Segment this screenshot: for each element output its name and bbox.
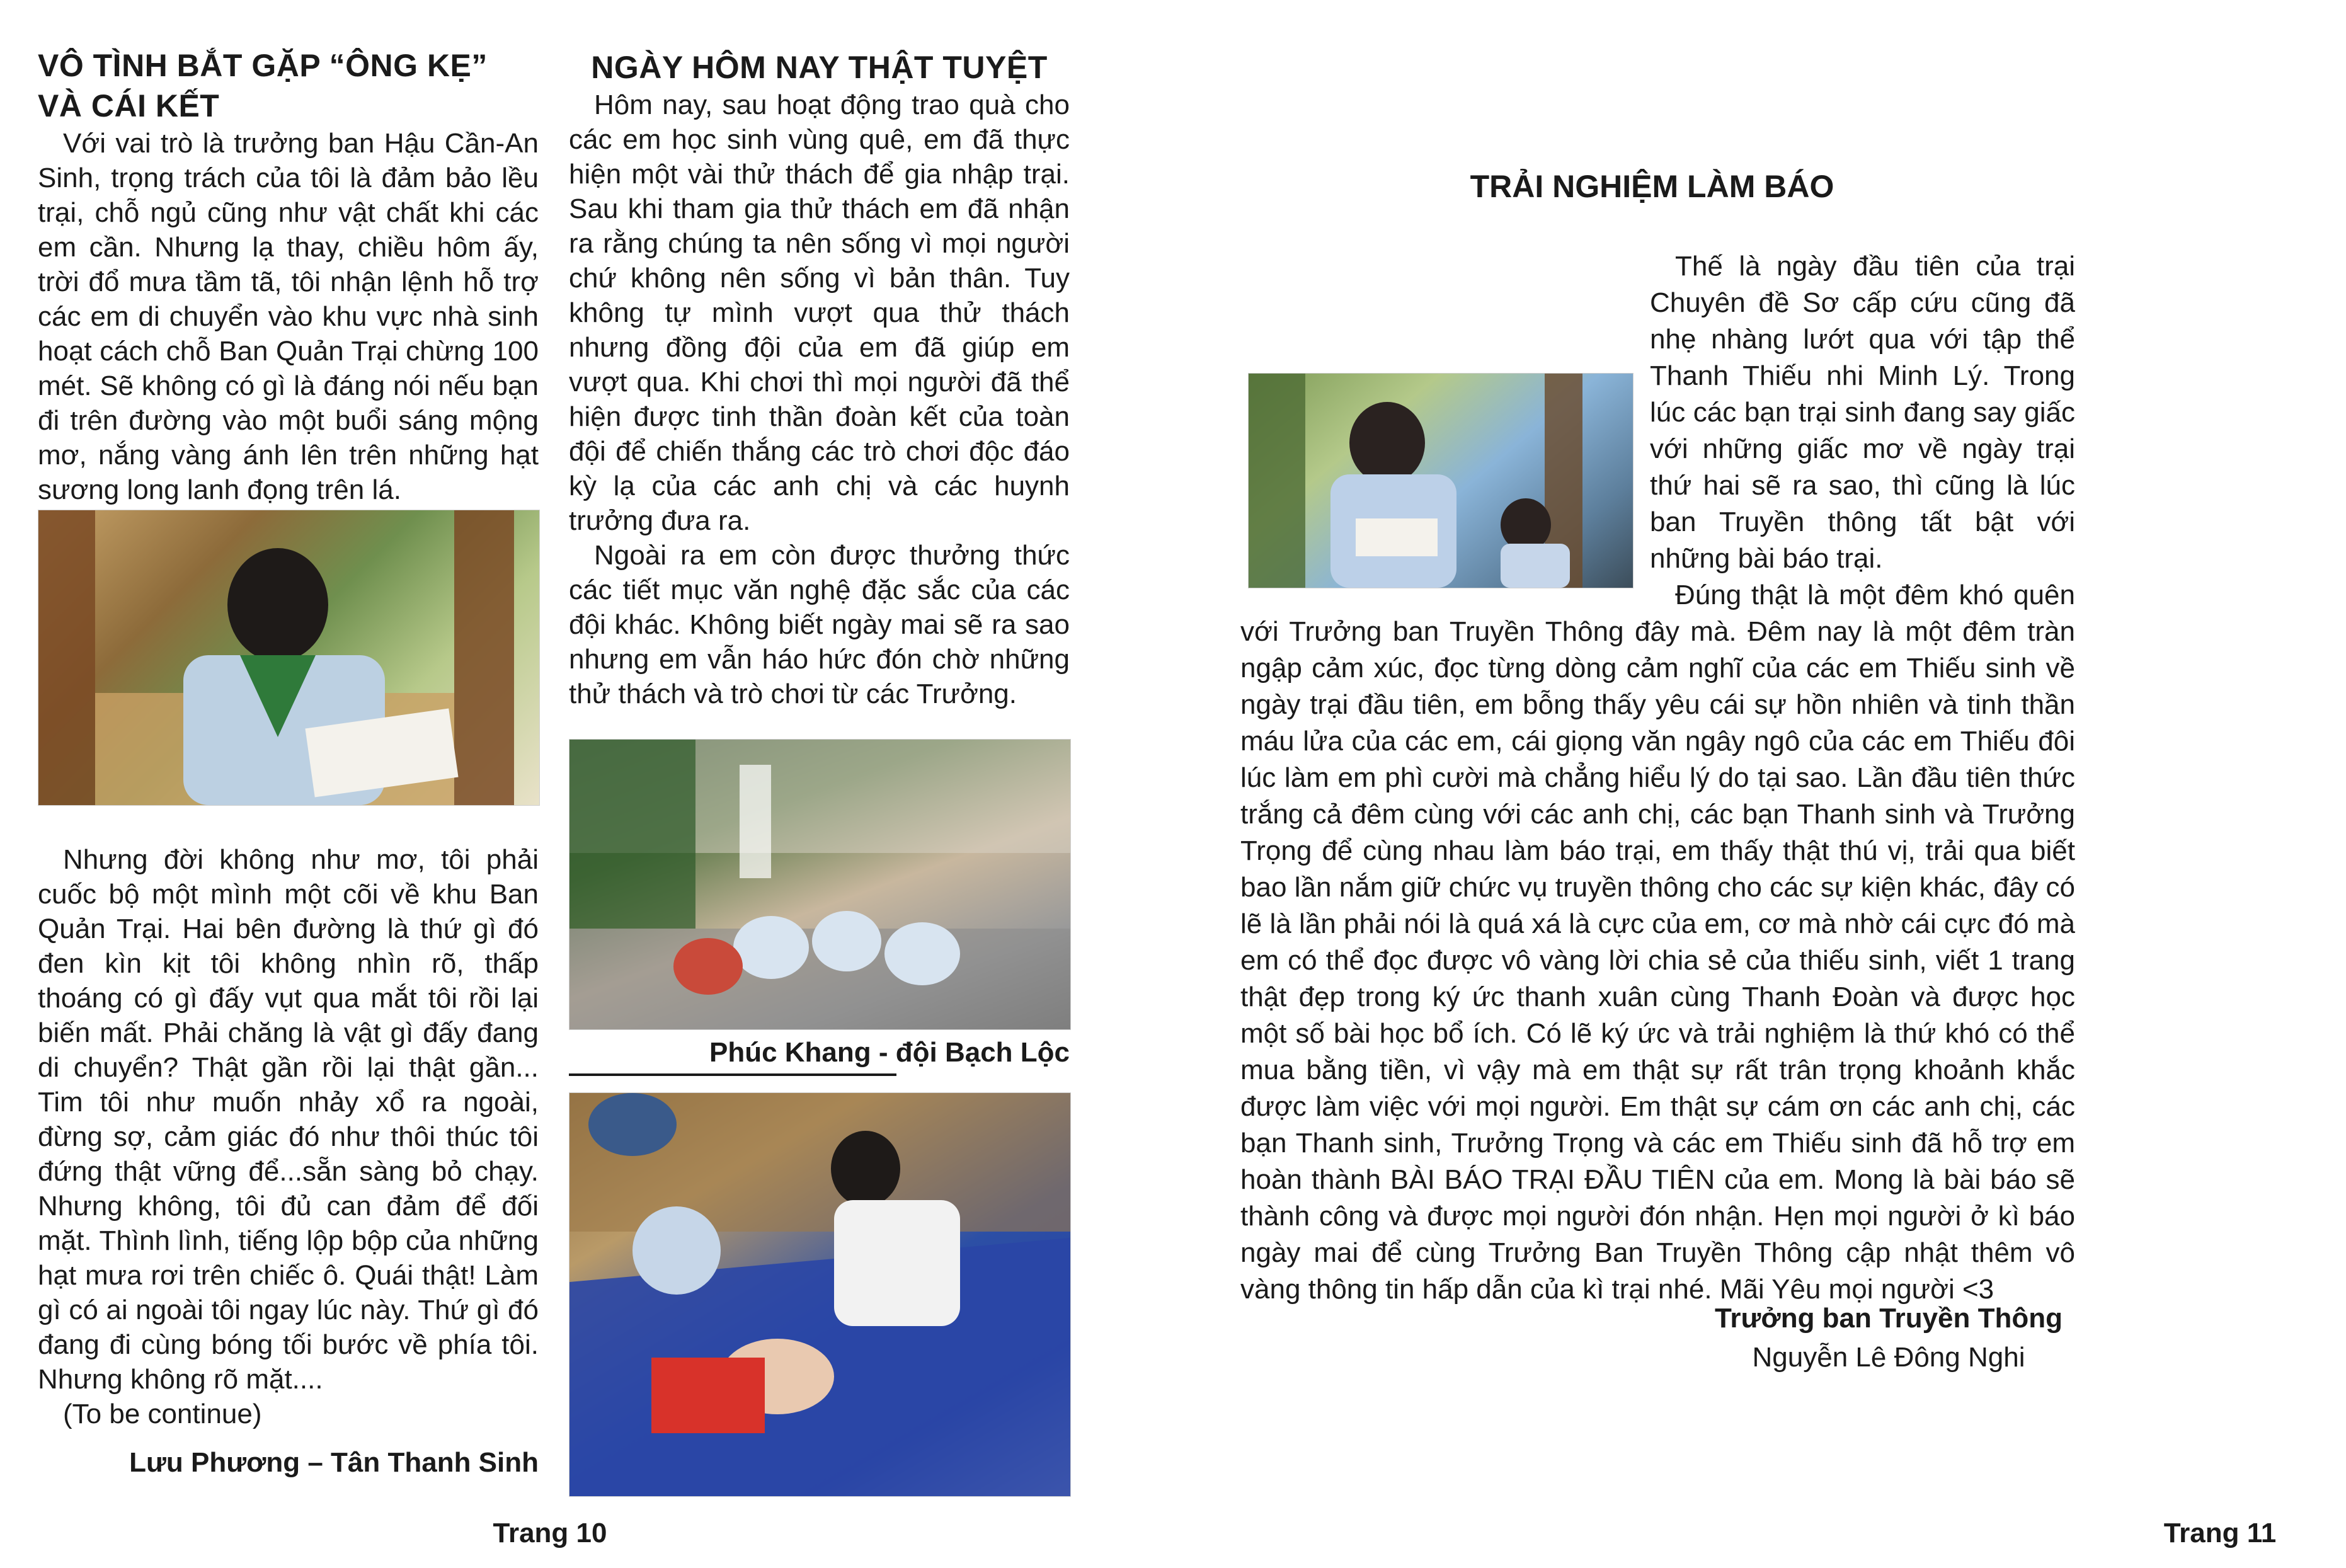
signature-role: Trưởng ban Truyền Thông — [1714, 1303, 2063, 1334]
photo-campers-sitting — [569, 739, 1071, 1030]
article-paragraph: Với vai trò là trưởng ban Hậu Cần-An Sinh, trọng trách của tôi là đảm bảo lều trại, chỗ ngủ cũng như vật chất khi các em cần. Nhưng lạ thay, chiều hôm ấy, trời đổ mưa tầm tã, tôi nhận lệnh hỗ trợ các em di chuyển vào khu vực nhà sinh hoạt cách chỗ Ban Quản Trại chừng 100 mét. Sẽ không có gì là đáng nói nếu bạn đi trên đường vào một buổi sáng mộng mơ, nắng vàng ánh lên trên những hạt sương long lanh đọng trên lá. — [38, 128, 539, 505]
article-paragraph: Đúng thật là một đêm khó quên với Trưởng ban Truyền Thông đây mà. Đêm nay là một đêm tràn ngập cảm xúc, đọc từng dòng cảm nghĩ của các em Thiếu sinh về ngày trại đầu tiên, em bỗng thấy yêu cái sự hồn nhiên và tinh thần máu lửa của các em, cái giọng văn ngây ngô của các em Thiếu đôi lúc làm em phì cười mà chẳng hiểu lý do tại sao. Lần đầu tiên thức trắng cả đêm cùng với các anh chị, các bạn Thanh sinh và Trưởng Trọng để cùng nhau làm báo trại, em thấy thật thú vị, trải qua biết bao lần nắm giữ chức vụ truyền thông cho các sự kiện khác, đây có lẽ là lần phải nói là quá xá là cực của em, cơ mà nhờ cái cực đó mà em có thể đọc được vô vàng lời chia sẻ của thiếu sinh, viết 1 trang thật đẹp trong ký ức thanh xuân cùng Thanh Đoàn và được học một số bài học bổ ích. Có lẽ ký ức và trải nghiệm là thứ khó có thể mua bằng tiền, vì vậy mà em thật sự rất trân trọng khoảnh khắc được làm việc với mọi người. Em thật sự cám ơn các anh chị, các bạn Thanh sinh, Trưởng Trọng và các em Thiếu sinh đã hỗ trợ em hoàn thành BÀI BÁO TRẠI ĐẦU TIÊN của em. Mong là bài báo sẽ thành công và được mọi người đón nhận. Hẹn mọi người ở kì báo ngày mai để cùng Trưởng Ban Truyền Thông cập nhật thêm vô vàng thông tin hấp dẫn của kì trại nhé. Mãi Yêu mọi người <3 — [1240, 580, 2075, 1305]
to-be-continued-note: (To be continue) — [63, 1399, 262, 1429]
photo-first-aid-training — [569, 1092, 1071, 1497]
signature-block — [1668, 1299, 2109, 1377]
wrap-float — [1240, 358, 1650, 580]
divider-line — [569, 1073, 896, 1076]
article-paragraph: Nhưng đời không như mơ, tôi phải cuốc bộ một mình một cõi về khu Ban Quản Trại. Hai bên đường là thứ gì đó đen kìn kịt tôi không nhìn rõ, thấp thoáng có gì đấy vụt qua mắt tôi rồi lại biến mất. Phải chăng là vật gì đấy đang di chuyển? Thật gần rồi lại thật gần... Tim tôi như muốn nhảy xổ ra ngoài, đừng sợ, cảm giác đó như thôi thúc tôi đứng thật vững để...sẵn sàng bỏ chạy. Nhưng không, tôi đủ can đảm để đối mặt. Thình lình, tiếng lộp bộp của những hạt mưa rơi trên chiếc ô. Quái thật! Làm gì có ai ngoài tôi ngay lúc này. Thứ gì đó đang đi cùng bóng tối bước về phía tôi. Nhưng không rõ mặt.... — [38, 844, 539, 1395]
right-article-text — [1240, 248, 2075, 1308]
article-column-2 — [569, 47, 1070, 1497]
article-title-trai-nghiem: TRẢI NGHIỆM LÀM BÁO — [1470, 169, 1834, 204]
article-paragraph: Hôm nay, sau hoạt động trao quà cho các em học sinh vùng quê, em đã thực hiện một vài thử thách để gia nhập trại. Sau khi tham gia thử thách em đã nhận ra rằng chúng ta nên sống vì mọi người chứ không nên sống vì bản thân. Tuy không tự mình vượt qua thử thách nhưng đồng đội của em đã giúp em vượt qua. Khi chơi thì mọi người đã thể hiện được tinh thần đoàn kết của toàn đội để chiến thắng các trò chơi độc đáo kỳ lạ của các anh chị và các huynh trưởng đưa ra. — [569, 89, 1070, 536]
photo-scout-writing — [38, 510, 540, 806]
signature-name: Nguyễn Lê Đông Nghi — [1752, 1342, 2025, 1373]
article-title-ong-ke: VÔ TÌNH BẮT GẶP “ÔNG KẸ” VÀ CÁI KẾT — [38, 48, 488, 123]
article-column-1 — [38, 45, 539, 1480]
article-byline: Phúc Khang - đội Bạch Lộc — [709, 1037, 1070, 1068]
article-title-ngay-hom-nay: NGÀY HÔM NAY THẬT TUYỆT — [591, 50, 1048, 85]
page-number: Trang 10 — [493, 1518, 607, 1548]
article-byline: Lưu Phương – Tân Thanh Sinh — [129, 1447, 539, 1478]
page-10 — [0, 0, 1101, 1568]
article-paragraph: Thế là ngày đầu tiên của trại Chuyên đề Sơ cấp cứu cũng đã nhẹ nhàng lướt qua với tập thể Thanh Thiếu nhi Minh Lý. Trong lúc các bạn trại sinh đang say giấc với những giấc mơ về ngày trại thứ hai sẽ ra sao, thì cũng là lúc ban Truyền thông tất bật với những bài báo trại. — [1650, 251, 2075, 574]
page-number-text: Trang 11 — [2163, 1518, 2277, 1548]
article-paragraph: Ngoài ra em còn được thưởng thức các tiết mục văn nghệ đặc sắc của các đội khác. Không biết ngày mai sẽ ra sao nhưng em vẫn háo hức đón chờ những thử thách và trò chơi từ các Trưởng. — [569, 540, 1070, 709]
